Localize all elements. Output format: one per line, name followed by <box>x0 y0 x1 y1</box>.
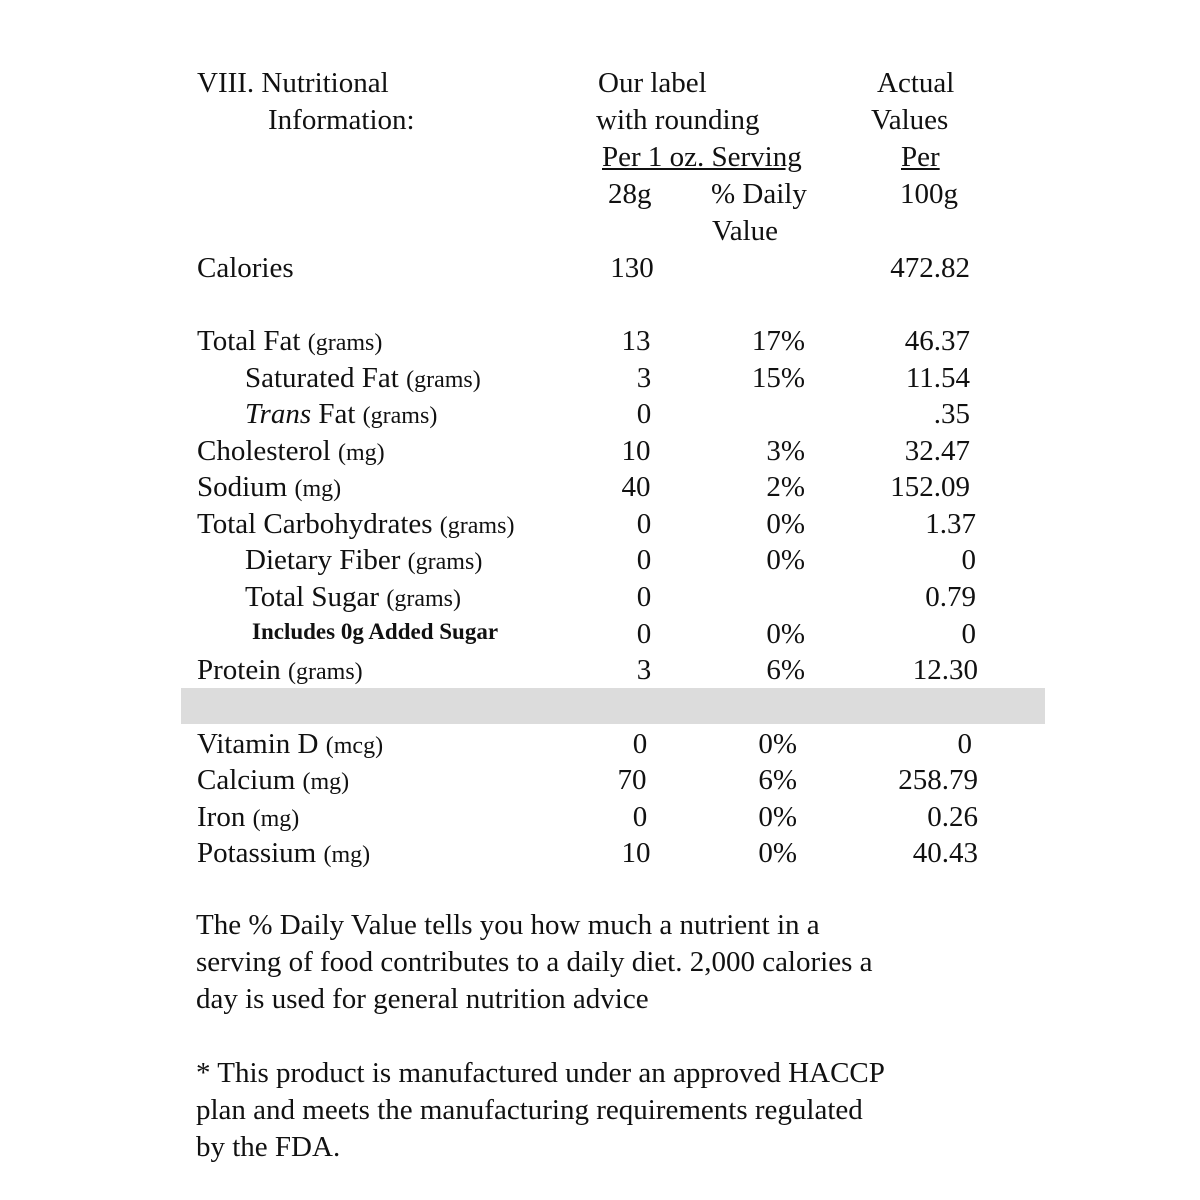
daily-value-heading-line2: Value <box>712 215 779 247</box>
mineral-daily-value: 0% <box>758 801 797 833</box>
mineral-name: Calcium (mg) <box>197 764 350 796</box>
serving-heading: Per 1 oz. Serving <box>602 141 802 173</box>
footnote-line: day is used for general nutrition advice <box>196 983 649 1015</box>
nutrient-daily-value: 6% <box>766 654 805 686</box>
section-title-line2: Information: <box>268 104 415 136</box>
nutrient-amount: 40 <box>621 471 651 503</box>
nutrient-name: Total Carbohydrates (grams) <box>197 508 515 540</box>
nutrient-amount: 0 <box>636 508 652 540</box>
daily-value-heading-line1: % Daily <box>711 178 807 210</box>
mineral-daily-value: 0% <box>758 837 797 869</box>
nutrient-name: Cholesterol (mg) <box>197 435 385 467</box>
section-divider <box>181 688 1045 724</box>
nutrient-amount: 3 <box>636 362 652 394</box>
nutrient-name: Saturated Fat (grams) <box>245 362 481 394</box>
nutrient-actual: 46.37 <box>904 325 970 357</box>
calories-label-value: 130 <box>610 252 654 284</box>
nutrient-amount: 10 <box>621 435 651 467</box>
nutrient-amount: 3 <box>636 654 652 686</box>
nutrient-daily-value: 0% <box>766 508 805 540</box>
nutrient-name: Sodium (mg) <box>197 471 342 503</box>
grams-column-heading: 28g <box>608 178 652 210</box>
nutrient-actual: .35 <box>933 398 970 430</box>
mineral-amount: 0 <box>632 801 648 833</box>
nutrient-actual: 11.54 <box>905 362 970 394</box>
nutrient-amount: 13 <box>621 325 651 357</box>
nutrient-daily-value: 17% <box>751 325 805 357</box>
nutrient-name: Total Sugar (grams) <box>245 581 461 613</box>
mineral-actual: 0.26 <box>927 801 978 833</box>
nutrient-daily-value: 2% <box>766 471 805 503</box>
mineral-name: Potassium (mg) <box>197 837 371 869</box>
footnote-line: * This product is manufactured under an approved HACCP <box>196 1057 885 1089</box>
nutrient-actual: 12.30 <box>912 654 978 686</box>
nutrient-daily-value: 0% <box>766 618 805 650</box>
nutrient-name: Dietary Fiber (grams) <box>245 544 483 576</box>
actual-heading-per: Per <box>901 141 940 173</box>
nutrient-name: Total Fat (grams) <box>197 325 383 357</box>
calories-label: Calories <box>197 252 294 284</box>
nutrient-amount: 0 <box>636 618 652 650</box>
nutrient-amount: 0 <box>636 581 652 613</box>
nutrient-name: Protein (grams) <box>197 654 363 686</box>
nutrient-daily-value: 3% <box>766 435 805 467</box>
nutrient-name: Includes 0g Added Sugar <box>252 619 499 644</box>
footnote-line: plan and meets the manufacturing requirements regulated <box>196 1094 863 1126</box>
nutrient-daily-value: 15% <box>751 362 805 394</box>
mineral-actual: 0 <box>957 728 972 760</box>
nutrient-amount: 0 <box>636 398 652 430</box>
nutrient-actual: 152.09 <box>890 471 970 503</box>
nutrient-actual: 32.47 <box>904 435 970 467</box>
section-title-line1: VIII. Nutritional <box>197 67 389 99</box>
nutrient-actual: 1.37 <box>925 508 976 540</box>
mineral-amount: 10 <box>621 837 651 869</box>
mineral-amount: 70 <box>617 764 647 796</box>
mineral-daily-value: 0% <box>758 728 797 760</box>
mineral-name: Iron (mg) <box>197 801 300 833</box>
nutrient-name: Trans Fat (grams) <box>245 398 438 430</box>
label-heading-line1: Our label <box>598 67 707 99</box>
mineral-actual: 258.79 <box>898 764 978 796</box>
footnote-line: by the FDA. <box>196 1131 341 1163</box>
footnote-line: serving of food contributes to a daily diet. 2,000 calories a <box>196 946 873 978</box>
nutrient-actual: 0 <box>961 544 976 576</box>
actual-heading-100g: 100g <box>900 178 958 210</box>
mineral-amount: 0 <box>632 728 648 760</box>
calories-actual-value: 472.82 <box>890 252 970 284</box>
nutrient-actual: 0.79 <box>925 581 976 613</box>
mineral-name: Vitamin D (mcg) <box>197 728 384 760</box>
mineral-actual: 40.43 <box>912 837 978 869</box>
footnote-line: The % Daily Value tells you how much a nutrient in a <box>196 909 820 941</box>
label-heading-line2: with rounding <box>596 104 760 136</box>
actual-heading-line2: Values <box>871 104 949 136</box>
actual-heading-line1: Actual <box>877 67 955 99</box>
nutrient-daily-value: 0% <box>766 544 805 576</box>
nutrient-actual: 0 <box>961 618 976 650</box>
mineral-daily-value: 6% <box>758 764 797 796</box>
nutrient-amount: 0 <box>636 544 652 576</box>
